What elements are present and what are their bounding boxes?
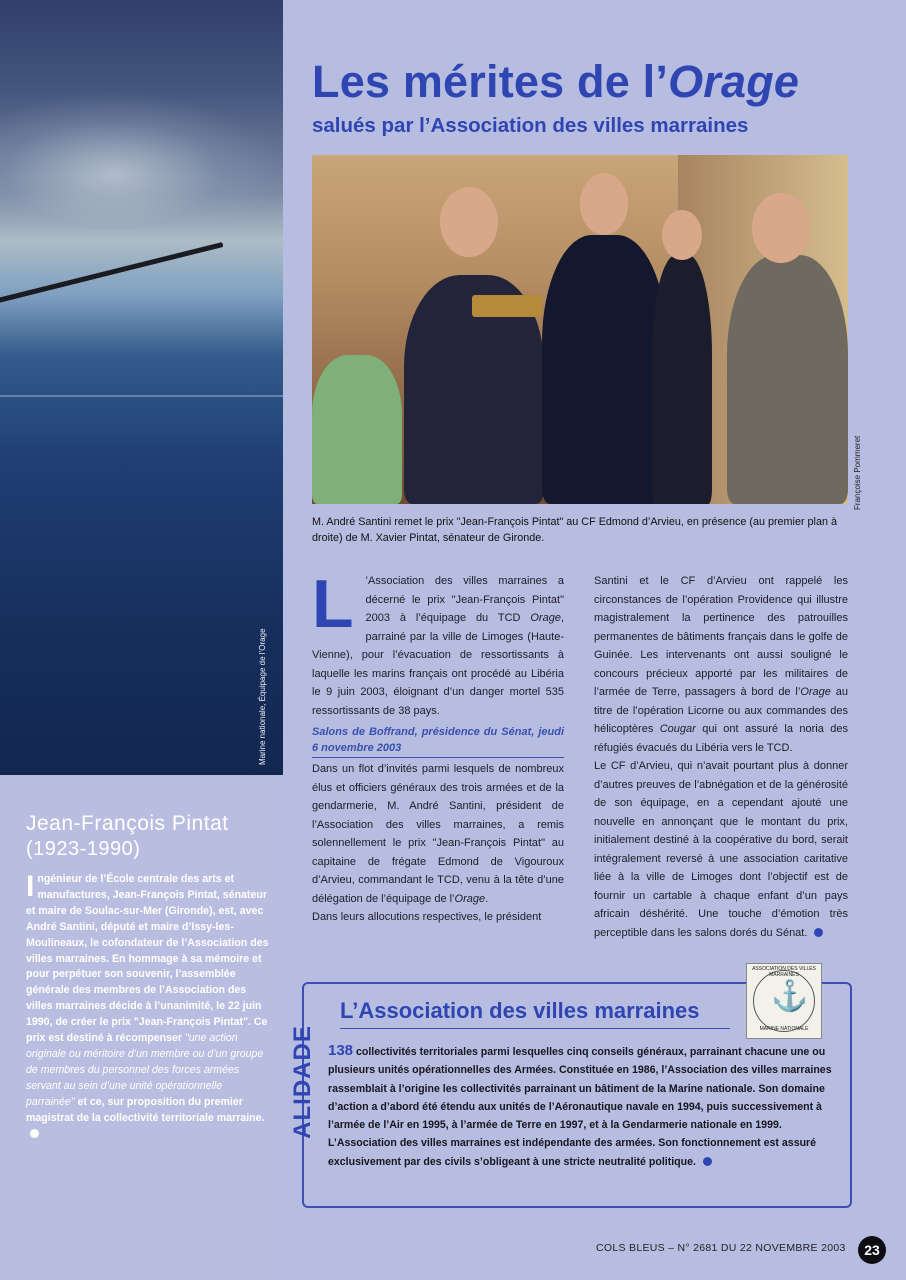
- end-bullet-icon: [703, 1157, 712, 1166]
- article-p4b: au titre de l’opération Licorne ou aux commandes des hélicoptères: [594, 686, 848, 735]
- page-number: 23: [858, 1236, 886, 1264]
- page-subtitle: salués par l’Association des villes marraines: [312, 114, 749, 137]
- association-emblem-icon: [746, 963, 822, 1039]
- article-p1-ship: Orage: [530, 612, 561, 624]
- bio-name: Jean-François Pintat: [26, 812, 229, 835]
- person-officer: [542, 235, 667, 504]
- podium-shape: [312, 355, 402, 504]
- bio-dropcap: I: [26, 870, 35, 903]
- footer-issue: COLS BLEUS – N° 2681 DU 22 NOVEMBRE 2003: [596, 1242, 846, 1254]
- page-title: [312, 56, 799, 108]
- article-p2a: Dans un flot d’invités parmi lesquels de nombreux élus et officiers généraux des trois armées et de la gendarmerie, M. André Santini, président de l’Association des villes marraines, a remis solennellement le prix "Jean-François Pintat" au capitaine de frégate Edmond de Vigouroux d’Arvieu, commandant le TCD, venu à la tête d’une délégation de l’équipage de l’: [312, 763, 564, 905]
- bio-text-part1: ngénieur de l’École centrale des arts et manufactures, Jean-François Pintat, sénateur et maire de Soulac-sur-Mer (Gironde), est, avec André Santini, député et maire d’Issy-les-Moulineaux, le cofondateur de l’Association des villes marraines. En hommage à sa mémoire et pour perpétuer son souvenir, l’assemblée générale des membres de l’Association des villes marraines décide à l’unanimité, le 22 juin 1990, de créer le prix "Jean-François Pintat". Ce prix est destiné à récompenser: [26, 873, 269, 1045]
- award-plaque: [472, 295, 542, 317]
- ship-antenna: [0, 242, 223, 305]
- alidade-number: 138: [328, 1042, 354, 1059]
- bio-text: [26, 872, 272, 1142]
- article-p2b: .: [485, 892, 489, 905]
- article-column-1: [312, 566, 564, 927]
- article-p2-ship: Orage: [454, 892, 486, 905]
- alidade-text: [328, 1042, 838, 1171]
- article-p4-helicopter: Cougar: [659, 723, 696, 735]
- cloud-shape: [0, 90, 283, 230]
- person-sailor: [652, 255, 712, 504]
- bio-text-part2: et ce, sur proposition du premier magistrat de la collectivité territoriale marraine.: [26, 1095, 265, 1124]
- person-head: [580, 173, 628, 235]
- person-head: [440, 187, 498, 257]
- alidade-title: L’Association des villes marraines: [340, 998, 700, 1023]
- bio-text-quote: "une action originale ou méritoire d’un membre ou d’un groupe de membres du personnel des forces armées servant au sein d’une unité opérationnelle parrainée": [26, 1032, 264, 1108]
- article-column-2: [594, 572, 848, 942]
- alidade-divider: [340, 1028, 730, 1029]
- bio-dates: (1923-1990): [26, 838, 141, 860]
- photo-credit: Françoise Pommeret: [853, 435, 862, 510]
- article-p1b: , parrainé par la ville de Limoges (Haute-Vienne), pour l’évacuation de ressortissants à laquelle les marins français ont procédé au Libéria le 9 juin 2003, éloignant d’un danger mortel 535 ressortissants de 38 pays.: [312, 612, 564, 717]
- title-prefix: Les mérites de l’: [312, 56, 669, 107]
- photo-caption: M. André Santini remet le prix "Jean-François Pintat" au CF Edmond d’Arvieu, en présence (au premier plan à droite) de M. Xavier Pintat, sénateur de Gironde.: [312, 516, 837, 544]
- anchor-icon: ⚓: [771, 980, 809, 1013]
- article-p5: Le CF d’Arvieu, qui n’avait pourtant plus à donner d’autres preuves de l’abnégation et de la générosité de son équipage, en a cependant ajouté une nouvelle en annonçant que le montant du prix, initialement destiné à la coopérative du bord, serait intégralement reversé à une association caritative liée à la ville de Limoges dont l’objectif est de fournir un cartable à chaque enfant d’un pays africain déshérité. Une touche d’émotion très perceptible dans les salons dorés du Sénat.: [594, 760, 848, 939]
- article-p1a: ’Association des villes marraines a décerné le prix "Jean-François Pintat" 2003 à l’équipage du TCD: [365, 575, 564, 624]
- end-bullet-icon: [814, 928, 823, 937]
- article-subheading: Salons de Boffrand, présidence du Sénat, jeudi 6 novembre 2003: [312, 724, 564, 758]
- sky-sea-photo: [0, 0, 283, 775]
- end-bullet-icon: [30, 1129, 39, 1138]
- horizon-line: [0, 395, 283, 397]
- emblem-bottom-text: MARINE NATIONALE: [759, 1026, 809, 1032]
- left-photo-credit: Marine nationale, Équipage de l’Orage: [258, 628, 267, 765]
- person-head: [752, 193, 810, 263]
- article-dropcap: L: [312, 566, 354, 642]
- title-ship-name: Orage: [668, 56, 800, 107]
- emblem-top-text: ASSOCIATION DES VILLES MARRAINES: [752, 966, 816, 978]
- person-head: [662, 210, 702, 260]
- alidade-label: ALIDADE: [288, 1025, 316, 1139]
- article-p4-ship: Orage: [800, 686, 831, 698]
- article-p4c: qui ont assuré la noria des réfugiés évacués du Libéria vers le TCD.: [594, 723, 848, 754]
- article-p4a: Santini et le CF d’Arvieu ont rappelé les circonstances de l’opération Providence qui illustre magistralement la pertinence des patrouilles permanentes de bâtiments français dans le golfe de Guinée. Les intervenants ont aussi souligné le concours précieux apporté par les militaires de l’armée de Terre, passagers à bord de l’: [594, 575, 848, 698]
- article-p3: Dans leurs allocutions respectives, le président: [312, 911, 542, 923]
- alidade-body: collectivités territoriales parmi lesquelles cinq conseils généraux, parrainant chacune une ou plusieurs unités opérationnelles des Armées. Constituée en 1986, l’Association des villes marraines rassemblait à l’origine les collectivités parrainant un bâtiment de la Marine nationale. Son domaine d’action a d’abord été étendu aux unités de l’Aéronautique navale en 1994, puis successivement à l’armée de l’Air en 1995, à l’armée de Terre en 1997, et à la Gendarmerie nationale en 1999. L’Association des villes marraines est indépendante des armées. Son fonctionnement est assuré exclusivement par des civils s’obligeant à une stricte neutralité politique.: [328, 1046, 832, 1168]
- person-pintat: [727, 255, 848, 504]
- ceremony-photo: [312, 155, 848, 504]
